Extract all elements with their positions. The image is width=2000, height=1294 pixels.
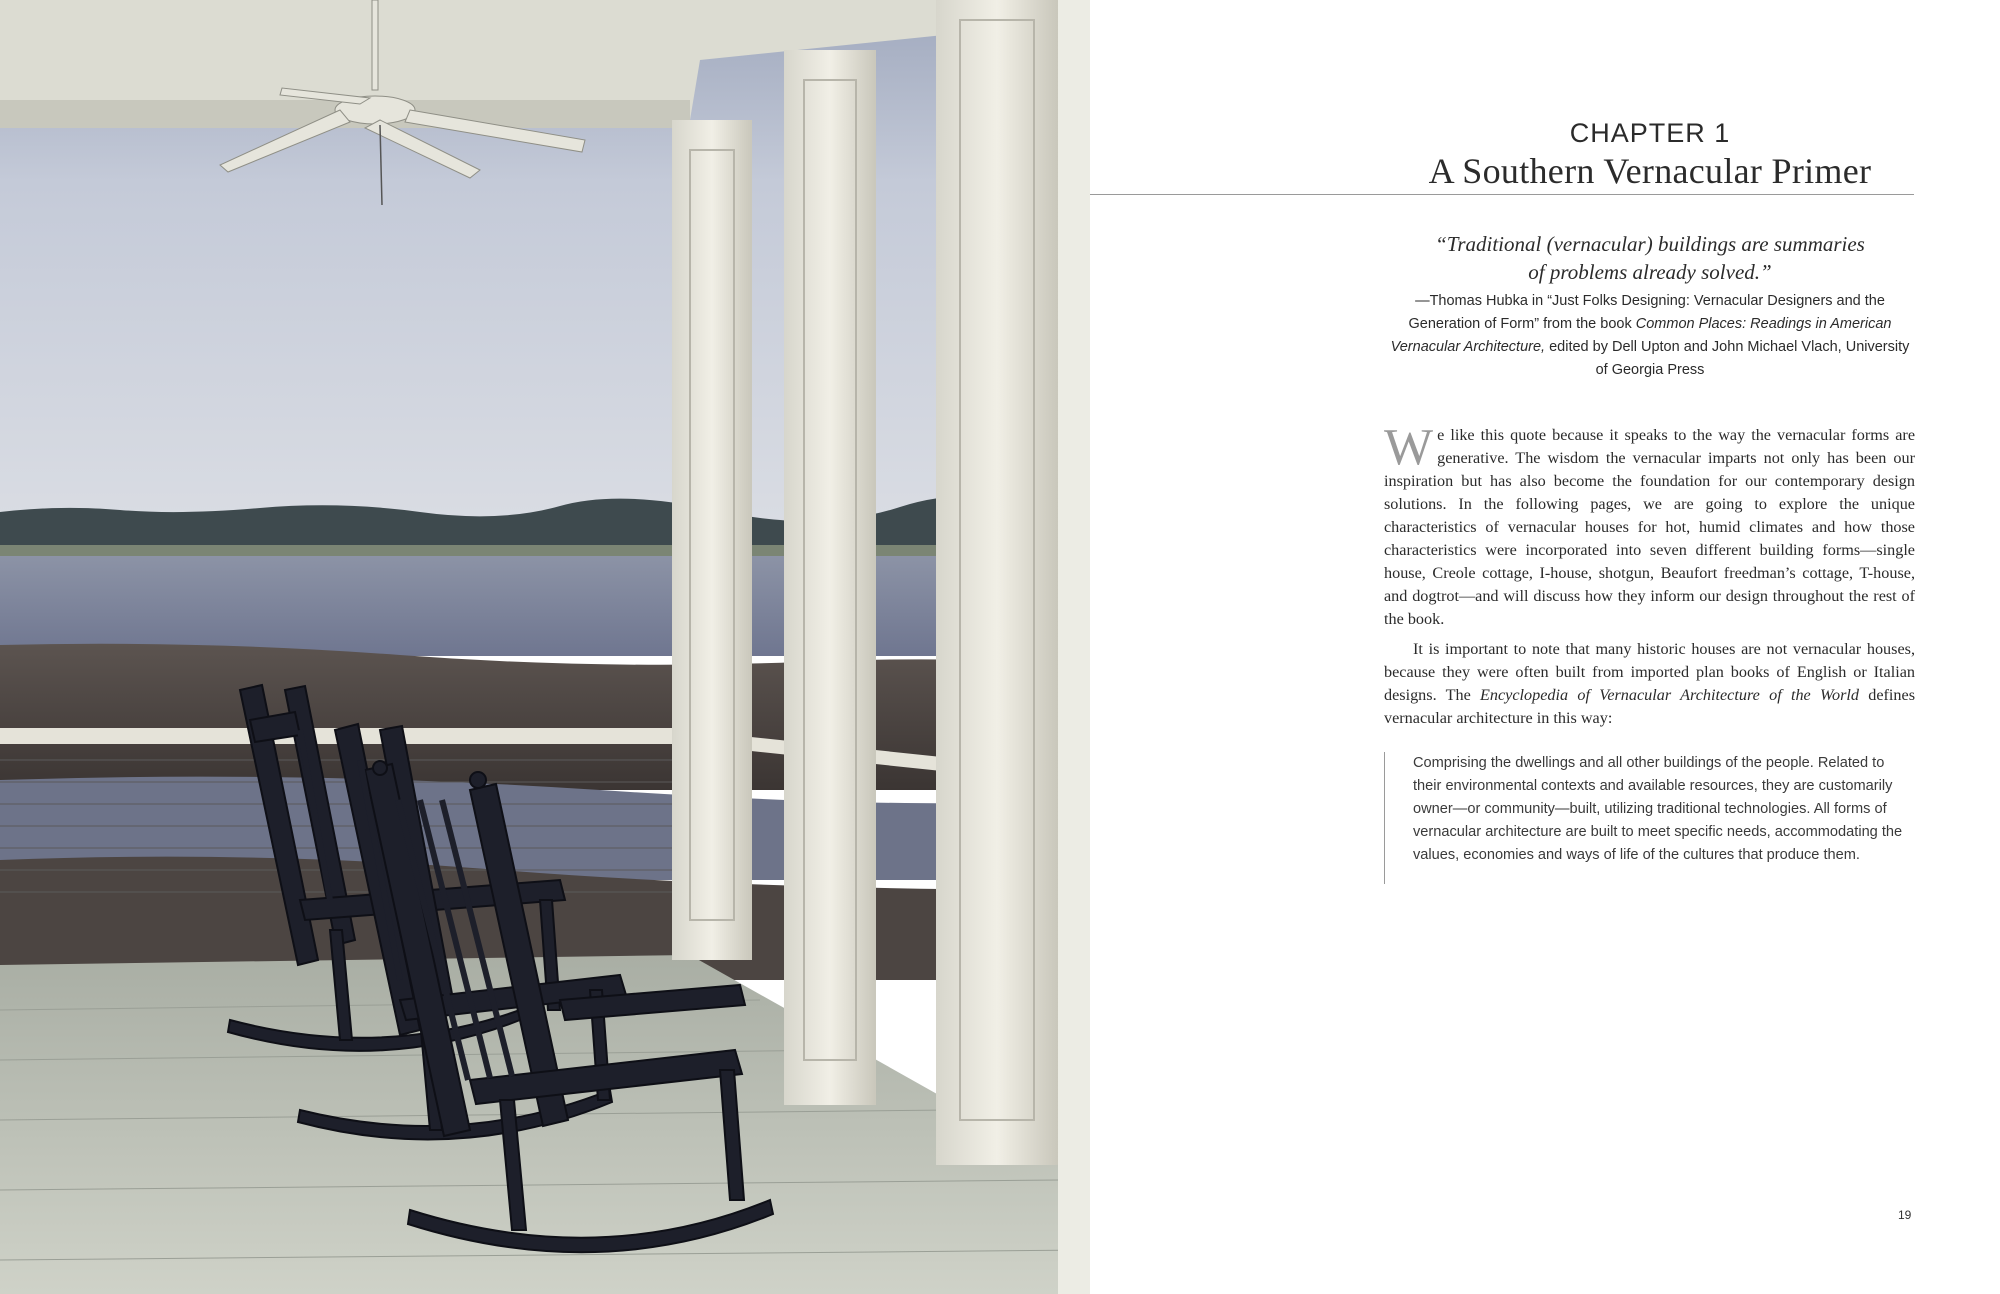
epigraph-quote-line1: “Traditional (vernacular) buildings are summaries [1435, 232, 1865, 256]
epigraph-attribution [1390, 290, 1910, 382]
body-paragraph [1384, 419, 1915, 631]
attribution-text-a: —Thomas Hubka in “Just Folks Designing: Vernacular Designers and the Generation of Form” from the book [1408, 293, 1885, 332]
body-paragraph [1384, 638, 1915, 730]
paragraph-1-text: e like this quote because it speaks to the way the vernacular forms are generative. The wisdom the vernacular imparts not only has been our inspiration but has also become the foundation for our contemporary design solutions. In the following pages, we are going to explore the unique characteristics of vernacular houses for hot, humid climates and how those characteristics were incorporated into seven different building forms—single house, Creole cottage, I-house, shotgun, Beaufort freedman’s cottage, T-house, and dogtrot—and will discuss how they inform our design throughout the rest of the book. [1384, 426, 1915, 628]
drop-cap: W [1384, 419, 1434, 476]
chapter-title: A Southern Vernacular Primer [1428, 151, 1872, 191]
attribution-text-b: edited by Dell Upton and John Michael Vlach, University of Georgia Press [1545, 339, 1910, 378]
body-text [1384, 419, 1915, 737]
page-number: 19 [1898, 1208, 1912, 1222]
paragraph-2-text-a: It is important to note that many historic houses are not vernacular houses, because they were often built from imported plan books of English or Italian designs. The [1384, 640, 1915, 704]
chapter-number: CHAPTER 1 [1569, 118, 1731, 148]
title-divider [1090, 194, 1914, 195]
epigraph-quote [1380, 230, 1920, 286]
attribution-book-title: Common Places: Readings in American Vernacular Architecture, [1390, 316, 1892, 355]
encyclopedia-title: Encyclopedia of Vernacular Architecture of the World [1480, 686, 1859, 704]
paragraph-2-text-b: defines vernacular architecture in this way: [1384, 686, 1915, 727]
block-quote: Comprising the dwellings and all other buildings of the people. Related to their environmental contexts and available resources, they are customarily owner—or community—built, utilizing traditional technologies. All forms of vernacular architecture are built to meet specific needs, accommodating the values, economies and ways of life of the cultures that produce them. [1384, 752, 1914, 884]
epigraph-quote-line2: of problems already solved.” [1528, 260, 1772, 284]
